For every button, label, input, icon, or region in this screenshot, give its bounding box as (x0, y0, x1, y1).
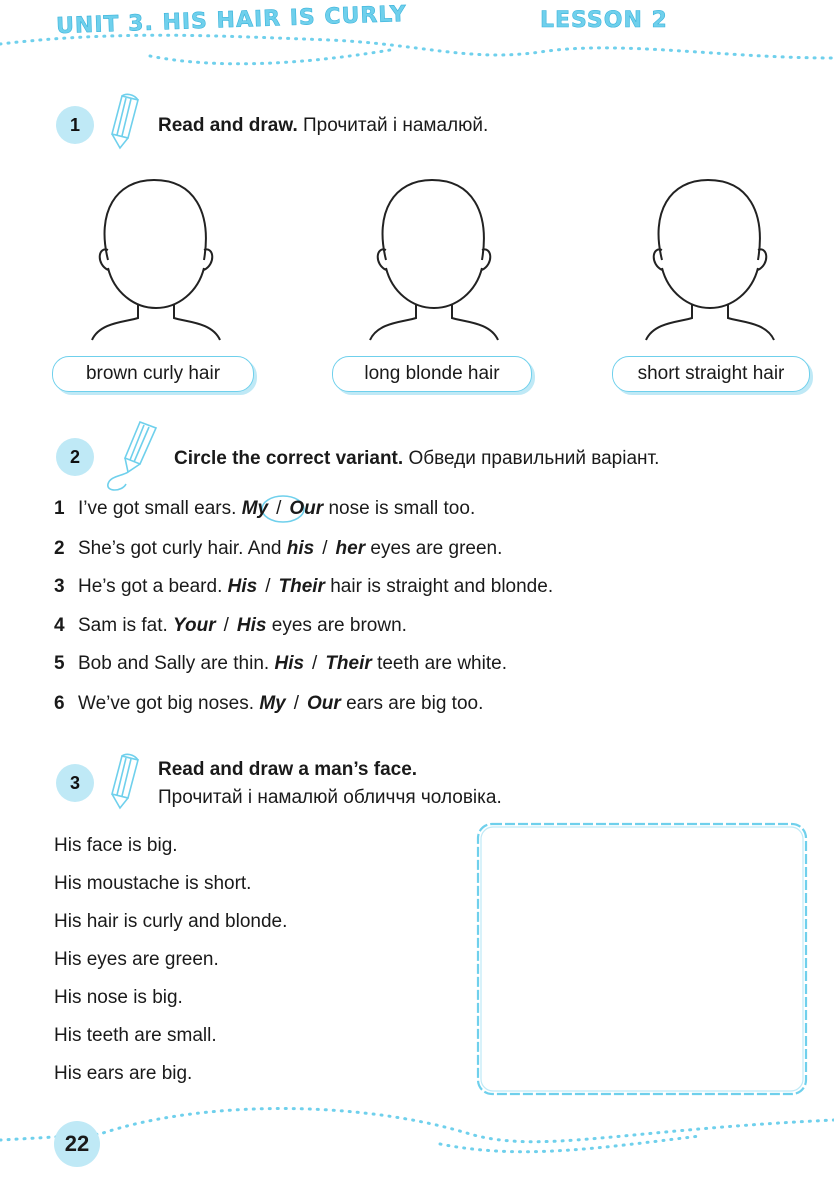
sentence-number: 2 (54, 538, 65, 559)
sentence-post: eyes are green. (370, 538, 503, 559)
sentence-pre: I’ve got small ears. (78, 498, 237, 519)
sentence-pre: He’s got a beard. (78, 576, 223, 597)
task3-number-badge: 3 (56, 764, 94, 802)
sentence-pre: We’ve got big noses. (78, 693, 255, 714)
sentence-post: eyes are brown. (271, 615, 407, 636)
sentence-5: 5 Bob and Sally are thin. His / Their teeth are white. (54, 653, 507, 674)
option-b[interactable]: Our (289, 498, 324, 519)
sentence-1: 1 I’ve got small ears. My / Our nose is small too. (54, 498, 476, 519)
pencil-icon (108, 92, 148, 154)
pencil-icon (100, 418, 164, 494)
head-outline-1 (86, 172, 226, 342)
description-line: His nose is big. (54, 987, 183, 1008)
sentence-number: 4 (54, 615, 65, 636)
option-a[interactable]: his (286, 538, 315, 559)
task1-title-ua: Прочитай і намалюй. (303, 115, 489, 136)
description-line: His moustache is short. (54, 873, 252, 894)
pencil-icon (108, 752, 148, 814)
drawing-frame[interactable] (470, 816, 814, 1102)
head-outline-3 (640, 172, 780, 342)
sentence-pre: Sam is fat. (78, 615, 168, 636)
sentence-6: 6 We’ve got big noses. My / Our ears are big too. (54, 693, 484, 714)
option-a[interactable]: Your (173, 615, 216, 636)
task1-number-badge: 1 (56, 106, 94, 144)
task2-title-ua: Обведи правильний варіант. (408, 448, 660, 469)
footer-dotted-wave (0, 1090, 834, 1170)
sentence-number: 5 (54, 653, 65, 674)
option-b[interactable]: Their (278, 576, 325, 597)
description-line: His face is big. (54, 835, 178, 856)
lesson-title: LESSON 2 (540, 8, 668, 33)
sentence-number: 3 (54, 576, 65, 597)
task2-title (174, 447, 659, 471)
description-line: His teeth are small. (54, 1025, 217, 1046)
task3-title-ua: Прочитай і намалюй обличчя чоловіка. (158, 787, 502, 808)
sentence-post: teeth are white. (377, 653, 507, 674)
sentence-post: hair is straight and blonde. (330, 576, 554, 597)
description-line: His ears are big. (54, 1063, 193, 1084)
task1-title (158, 114, 488, 138)
sentence-number: 6 (54, 693, 65, 714)
sentence-pre: Bob and Sally are thin. (78, 653, 270, 674)
task2-title-en: Circle the correct variant. (174, 448, 404, 469)
option-b[interactable]: Our (307, 693, 341, 714)
task2-number-badge: 2 (56, 438, 94, 476)
sentence-post: ears are big too. (346, 693, 484, 714)
sentence-2: 2 She’s got curly hair. And his / her eyes are green. (54, 538, 503, 559)
option-a[interactable]: His (227, 576, 258, 597)
sentence-post: nose is small too. (328, 498, 476, 519)
option-b[interactable]: her (335, 538, 366, 559)
sentence-3: 3 He’s got a beard. His / Their hair is straight and blonde. (54, 576, 554, 597)
option-b[interactable]: His (236, 615, 267, 636)
option-b[interactable]: Their (325, 653, 372, 674)
label-brown-curly-hair: brown curly hair (52, 356, 254, 392)
description-line: His hair is curly and blonde. (54, 911, 288, 932)
sentence-pre: She’s got curly hair. And (78, 538, 282, 559)
page-number: 22 (54, 1121, 100, 1167)
label-long-blonde-hair: long blonde hair (332, 356, 532, 392)
option-a[interactable]: My (241, 498, 269, 519)
task1-title-en: Read and draw. (158, 115, 298, 136)
description-line: His eyes are green. (54, 949, 219, 970)
sentence-4: 4 Sam is fat. Your / His eyes are brown. (54, 615, 407, 636)
option-a[interactable]: My (259, 693, 286, 714)
head-outline-2 (364, 172, 504, 342)
task3-title-bold: Read and draw a man’s face. (158, 759, 418, 780)
label-short-straight-hair: short straight hair (612, 356, 810, 392)
option-a[interactable]: His (274, 653, 305, 674)
sentence-number: 1 (54, 498, 65, 519)
task3-title-en (158, 758, 417, 782)
unit-title: UNIT 3. HIS HAIR IS CURLY (55, 1, 408, 40)
